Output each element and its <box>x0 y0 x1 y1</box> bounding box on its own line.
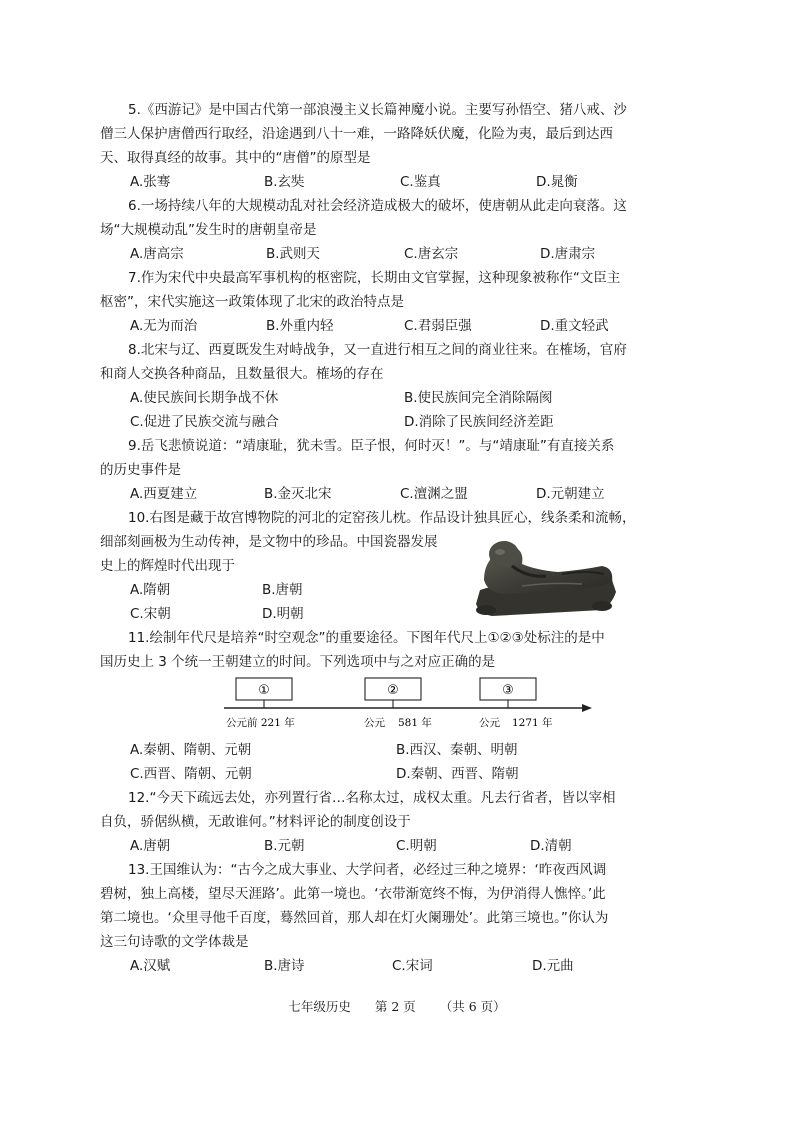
q11-option-c: C.西晋、隋朝、元朝 <box>130 766 252 782</box>
q9-option-c: C.澶渊之盟 <box>400 486 468 502</box>
q10-line-1: 10.右图是藏于故宫博物院的河北的定窑孩儿枕。作品设计独具匠心，线条柔和流畅， <box>128 510 636 526</box>
q11-line-2: 国历史上 3 个统一王朝建立的时间。下列选项中与之对应正确的是 <box>100 654 496 670</box>
q13-line-3: 第二境也。‘众里寻他千百度，蓦然回首，那人却在灯火阑珊处’。此第三境也。”你认为 <box>100 910 609 926</box>
q7-line-2: 枢密”，宋代实施这一政策体现了北宋的政治特点是 <box>100 294 404 310</box>
q11-line-1: 11.绘制年代尺是培养“时空观念”的重要途径。下图年代尺上①②③处标注的是中 <box>128 630 605 646</box>
timeline-diagram <box>220 672 600 734</box>
q9-line-1: 9.岳飞悲愤说道：“靖康耻，犹未雪。臣子恨，何时灭！”。与“靖康耻”有直接关系 <box>128 438 615 454</box>
q10-option-b: B.唐朝 <box>262 582 303 598</box>
timeline-marker-2 <box>365 678 421 708</box>
marker-3-label: ③ <box>502 683 514 698</box>
q13-option-c: C.宋词 <box>392 958 433 974</box>
q7-option-a: A.无为而治 <box>130 318 198 334</box>
q13-line-1: 13.王国维认为：“古今之成大事业、大学问者，必经过三种之境界：‘昨夜西风调 <box>128 862 607 878</box>
q13-option-d: D.元曲 <box>532 958 574 974</box>
q7-option-b: B.外重内轻 <box>266 318 334 334</box>
marker-1-label: ① <box>258 683 270 698</box>
q7-option-d: D.重文轻武 <box>540 318 609 334</box>
q7-line-1: 7.作为宋代中央最高军事机构的枢密院，长期由文官掌握，这种现象被称作“文臣主 <box>128 270 621 286</box>
q5-line-2: 僧三人保护唐僧西行取经，沿途遇到八十一难，一路降妖伏魔，化险为夷，最后到达西 <box>100 126 613 142</box>
q8-option-a: A.使民族间长期争战不休 <box>130 390 279 406</box>
q12-line-2: 自负，骄倨纵横，无敢谁何。”材料评论的制度创设于 <box>100 814 411 830</box>
footer-page-number: 第 2 页 <box>374 999 416 1014</box>
q8-option-d: D.消除了民族间经济差距 <box>404 414 554 430</box>
q7-option-c: C.君弱臣强 <box>404 318 472 334</box>
q6-option-c: C.唐玄宗 <box>404 246 459 262</box>
q5-line-1: 5.《西游记》是中国古代第一部浪漫主义长篇神魔小说。主要写孙悟空、猪八戒、沙 <box>128 102 627 118</box>
q12-option-d: D.清朝 <box>530 838 572 854</box>
timeline-marker-1 <box>236 678 292 708</box>
q12-option-c: C.明朝 <box>396 838 437 854</box>
q6-line-1: 6.一场持续八年的大规模动乱对社会经济造成极大的破坏，使唐朝从此走向衰落。这 <box>128 198 627 214</box>
marker-2-label: ② <box>387 683 399 698</box>
footer-subject: 七年级历史 <box>288 999 351 1014</box>
q10-line-3: 史上的辉煌时代出现于 <box>100 558 235 574</box>
q10-option-c: C.宋朝 <box>130 606 171 622</box>
timeline-label-221bc: 公元前 221 年 <box>226 717 295 729</box>
q9-option-a: A.西夏建立 <box>130 486 198 502</box>
timeline-label-581: 581 年 <box>398 717 432 729</box>
q5-option-a: A.张骞 <box>130 174 171 190</box>
ding-kiln-child-pillow-image <box>462 530 622 622</box>
timeline-label-gongyuan-2: 公元 <box>479 717 500 729</box>
q12-option-a: A.唐朝 <box>130 838 171 854</box>
footer-total-pages: （共 6 页） <box>439 999 506 1014</box>
q5-option-d: D.晁衡 <box>536 174 578 190</box>
q13-line-2: 碧树，独上高楼，望尽天涯路’。此第一境也。‘衣带渐宽终不悔，为伊消得人憔悴。’此 <box>100 886 606 902</box>
q5-line-3: 天、取得真经的故事。其中的“唐僧”的原型是 <box>100 150 371 166</box>
q10-option-a: A.隋朝 <box>130 582 171 598</box>
q5-option-c: C.鉴真 <box>400 174 441 190</box>
q13-line-4: 这三句诗歌的文学体裁是 <box>100 934 249 950</box>
q12-option-b: B.元朝 <box>264 838 305 854</box>
timeline-label-gongyuan-1: 公元 <box>364 717 385 729</box>
timeline-svg <box>220 672 600 734</box>
q11-option-a: A.秦朝、隋朝、元朝 <box>130 742 252 758</box>
timeline-arrowhead <box>582 704 592 712</box>
q8-option-c: C.促进了民族交流与融合 <box>130 414 279 430</box>
page-footer <box>0 998 794 1016</box>
q13-option-b: B.唐诗 <box>264 958 305 974</box>
timeline-label-1271: 1271 年 <box>512 717 553 729</box>
q11-option-b: B.西汉、秦朝、明朝 <box>396 742 518 758</box>
q10-line-2: 细部刻画极为生动传神，是文物中的珍品。中国瓷器发展 <box>100 534 438 550</box>
q6-option-b: B.武则天 <box>266 246 321 262</box>
q9-option-d: D.元朝建立 <box>536 486 605 502</box>
q9-line-2: 的历史事件是 <box>100 462 181 478</box>
q6-option-a: A.唐高宗 <box>130 246 184 262</box>
q11-option-d: D.秦朝、西晋、隋朝 <box>396 766 519 782</box>
q9-option-b: B.金灭北宋 <box>264 486 332 502</box>
timeline-marker-3 <box>480 678 536 708</box>
q10-option-d: D.明朝 <box>262 606 304 622</box>
q5-option-b: B.玄奘 <box>264 174 305 190</box>
q8-line-2: 和商人交换各种商品，且数量很大。榷场的存在 <box>100 366 384 382</box>
q8-line-1: 8.北宋与辽、西夏既发生对峙战争，又一直进行相互之间的商业往来。在榷场，官府 <box>128 342 627 358</box>
q8-option-b: B.使民族间完全消除隔阂 <box>404 390 553 406</box>
q6-option-d: D.唐肃宗 <box>540 246 596 262</box>
q6-line-2: 场“大规模动乱”发生时的唐朝皇帝是 <box>100 222 317 238</box>
q12-line-1: 12.“今天下疏远去处，亦列置行省…名称太过，成权太重。凡去行省者，皆以宰相 <box>128 790 616 806</box>
q13-option-a: A.汉赋 <box>130 958 171 974</box>
